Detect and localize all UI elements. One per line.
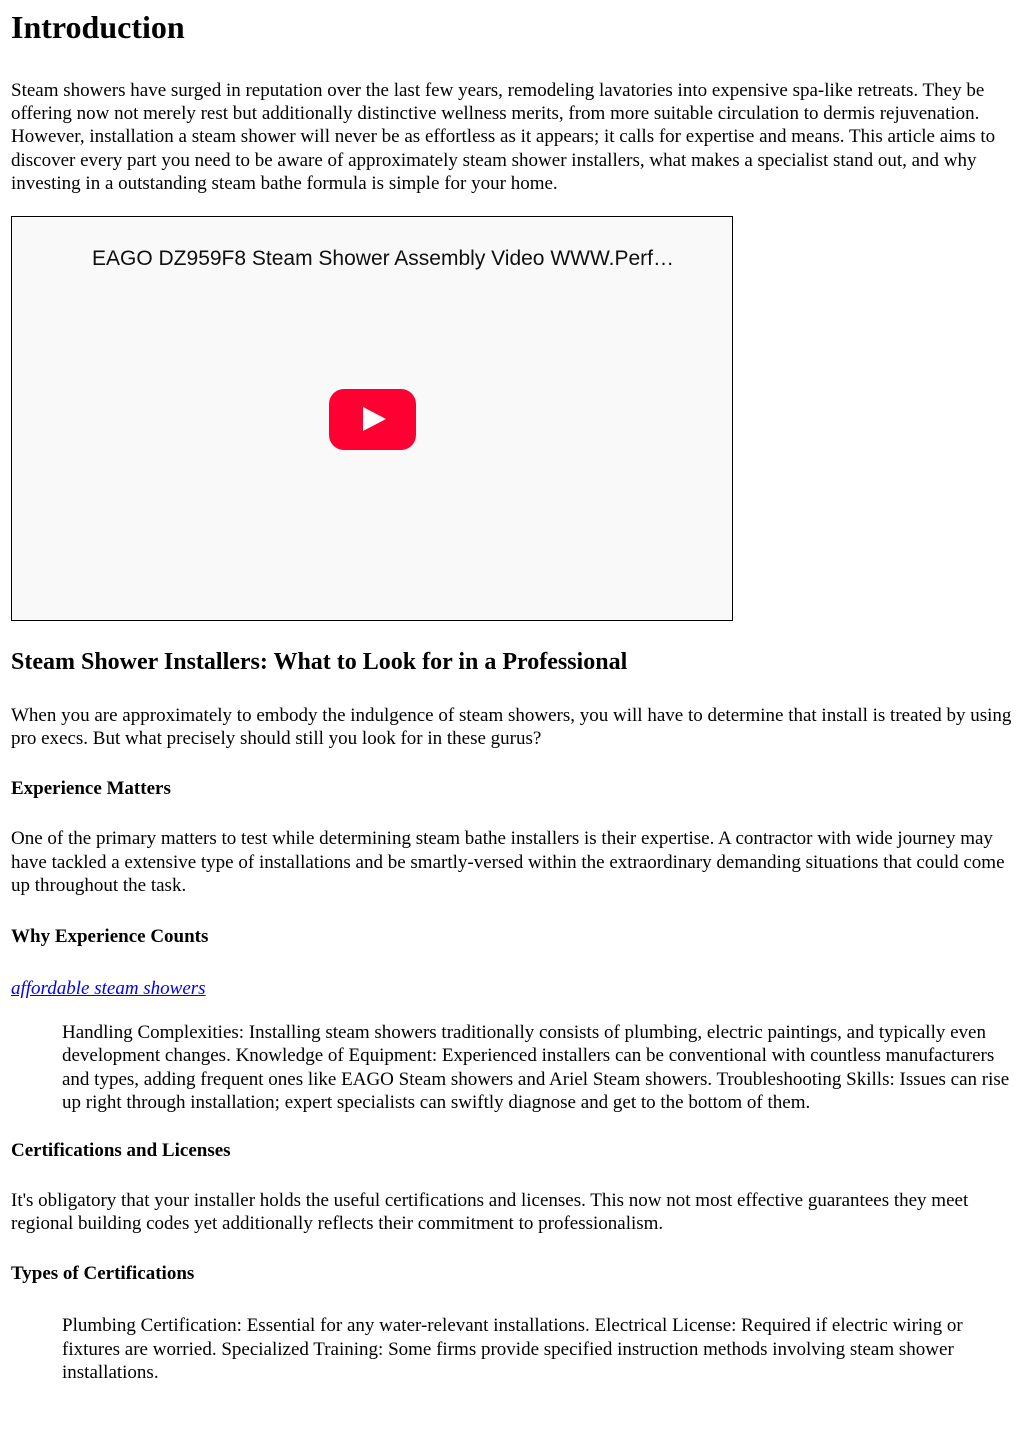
article-page [0, 9, 1024, 1384]
certifications-list: Plumbing Certification: Essential for any water-relevant installations. Electrical License: Required if electric wiring or fixtures are worried. Specialized Training: Some firms provide specified instruction methods involving steam shower installations. [62, 1315, 963, 1383]
certifications-paragraph: It's obligatory that your installer holds the useful certifications and licenses. This now not most effective guarantees they meet regional building codes yet additionally reflects their commitment to professionalism. [11, 1190, 969, 1235]
experience-list: Handling Complexities: Installing steam showers traditionally consists of plumbing, electric paintings, and typically even development changes. Knowledge of Equipment: Experienced installers can be conventional with countless manufacturers and types, adding frequent ones like EAGO Steam showers and Ariel Steam showers. Troubleshooting Skills: Issues can rise up right through installation; expert specialists can swiftly diagnose and get to the bottom of them. [62, 1022, 1010, 1113]
why-experience-subheading: Why Experience Counts [11, 926, 209, 948]
youtube-play-icon[interactable] [329, 389, 416, 450]
video-embed[interactable] [11, 216, 733, 621]
types-of-certifications-subheading: Types of Certifications [11, 1263, 195, 1285]
link-paragraph [11, 977, 1013, 1000]
video-title[interactable]: EAGO DZ959F8 Steam Shower Assembly Video WWW.Perf… [92, 247, 674, 271]
experience-paragraph: One of the primary matters to test while determining steam bathe installers is their expertise. A contractor with wide journey may have tackled a extensive type of installations and be smartly-versed within the extraordinary demanding situations that could come up throughout the task. [11, 828, 1005, 896]
certifications-heading: Certifications and Licenses [11, 1140, 231, 1162]
play-triangle-icon [363, 407, 386, 431]
affordable-steam-showers-link[interactable]: affordable steam showers [11, 978, 206, 1000]
installers-heading: Steam Shower Installers: What to Look for in a Professional [11, 649, 628, 676]
installers-paragraph: When you are approximately to embody the indulgence of steam showers, you will have to determine that install is treated by using pro execs. But what precisely should still you look for in these gurus? [11, 705, 1012, 750]
intro-heading: Introduction [11, 9, 185, 45]
intro-paragraph: Steam showers have surged in reputation over the last few years, remodeling lavatories into expensive spa-like retreats. They be offering now not merely rest but additionally distinctive wellness merits, from more suitable circulation to dermis rejuvenation. However, installation a steam shower will never be as effortless as it appears; it calls for expertise and means. This article aims to discover every part you need to be aware of approximately steam shower installers, what makes a specialist stand out, and why investing in a outstanding steam bathe formula is simple for your home. [11, 80, 996, 194]
experience-heading: Experience Matters [11, 778, 171, 800]
